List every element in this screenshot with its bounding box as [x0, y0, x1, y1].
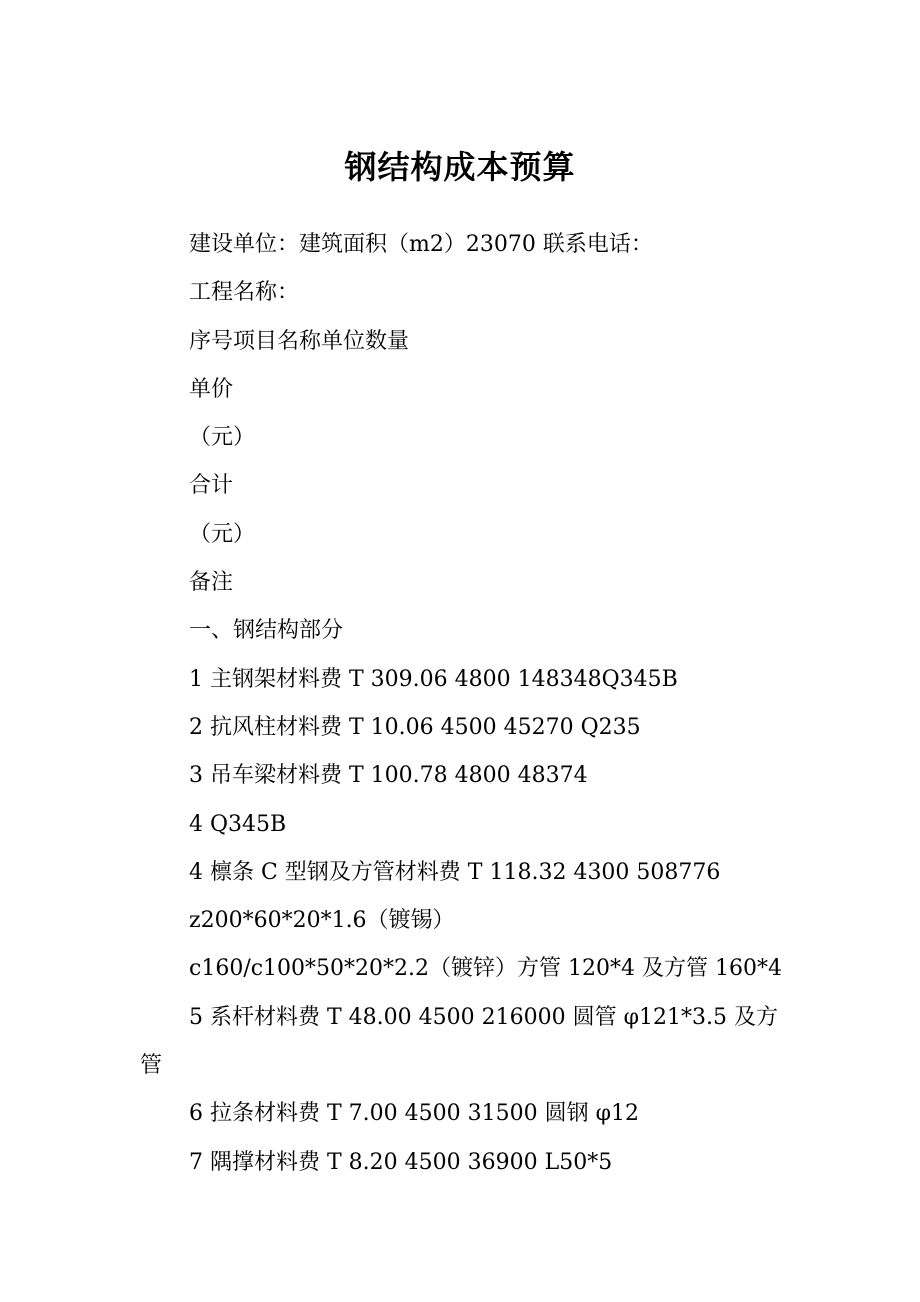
text-line: （元） — [189, 425, 256, 451]
text-line: 4 檩条 C 型钢及方管材料费 T 118.32 4300 508776 — [189, 859, 721, 885]
text-line: 3 吊车梁材料费 T 100.78 4800 48374 — [189, 763, 588, 789]
text-line: 1 主钢架材料费 T 309.06 4800 148348Q345B — [189, 666, 678, 692]
text-line: 工程名称： — [189, 280, 300, 306]
text-line: 备注 — [189, 570, 234, 596]
text-line: 7 隅撑材料费 T 8.20 4500 36900 L50*5 — [189, 1149, 613, 1175]
text-line: 6 拉条材料费 T 7.00 4500 31500 圆钢 φ12 — [189, 1101, 639, 1127]
text-line: 合计 — [189, 473, 234, 499]
document-body — [140, 221, 800, 1187]
text-line: （元） — [189, 521, 256, 547]
text-line: c160/c100*50*20*2.2（镀锌）方管 120*4 及方管 160*4 — [189, 956, 782, 982]
text-line: 序号项目名称单位数量 — [189, 328, 410, 354]
text-paragraph: 5 系杆材料费 T 48.00 4500 216000 圆管 φ121*3.5 及方管 — [140, 1004, 778, 1079]
text-line: 单价 — [189, 376, 234, 402]
document-title: 钢结构成本预算 — [344, 148, 576, 186]
section-heading: 一、钢结构部分 — [189, 618, 344, 644]
text-line: 4 Q345B — [189, 811, 287, 837]
text-line: 2 抗风柱材料费 T 10.06 4500 45270 Q235 — [189, 714, 641, 740]
text-line: z200*60*20*1.6（镀锡） — [189, 908, 455, 934]
text-line: 建设单位：建筑面积（m2）23070 联系电话： — [189, 232, 653, 257]
